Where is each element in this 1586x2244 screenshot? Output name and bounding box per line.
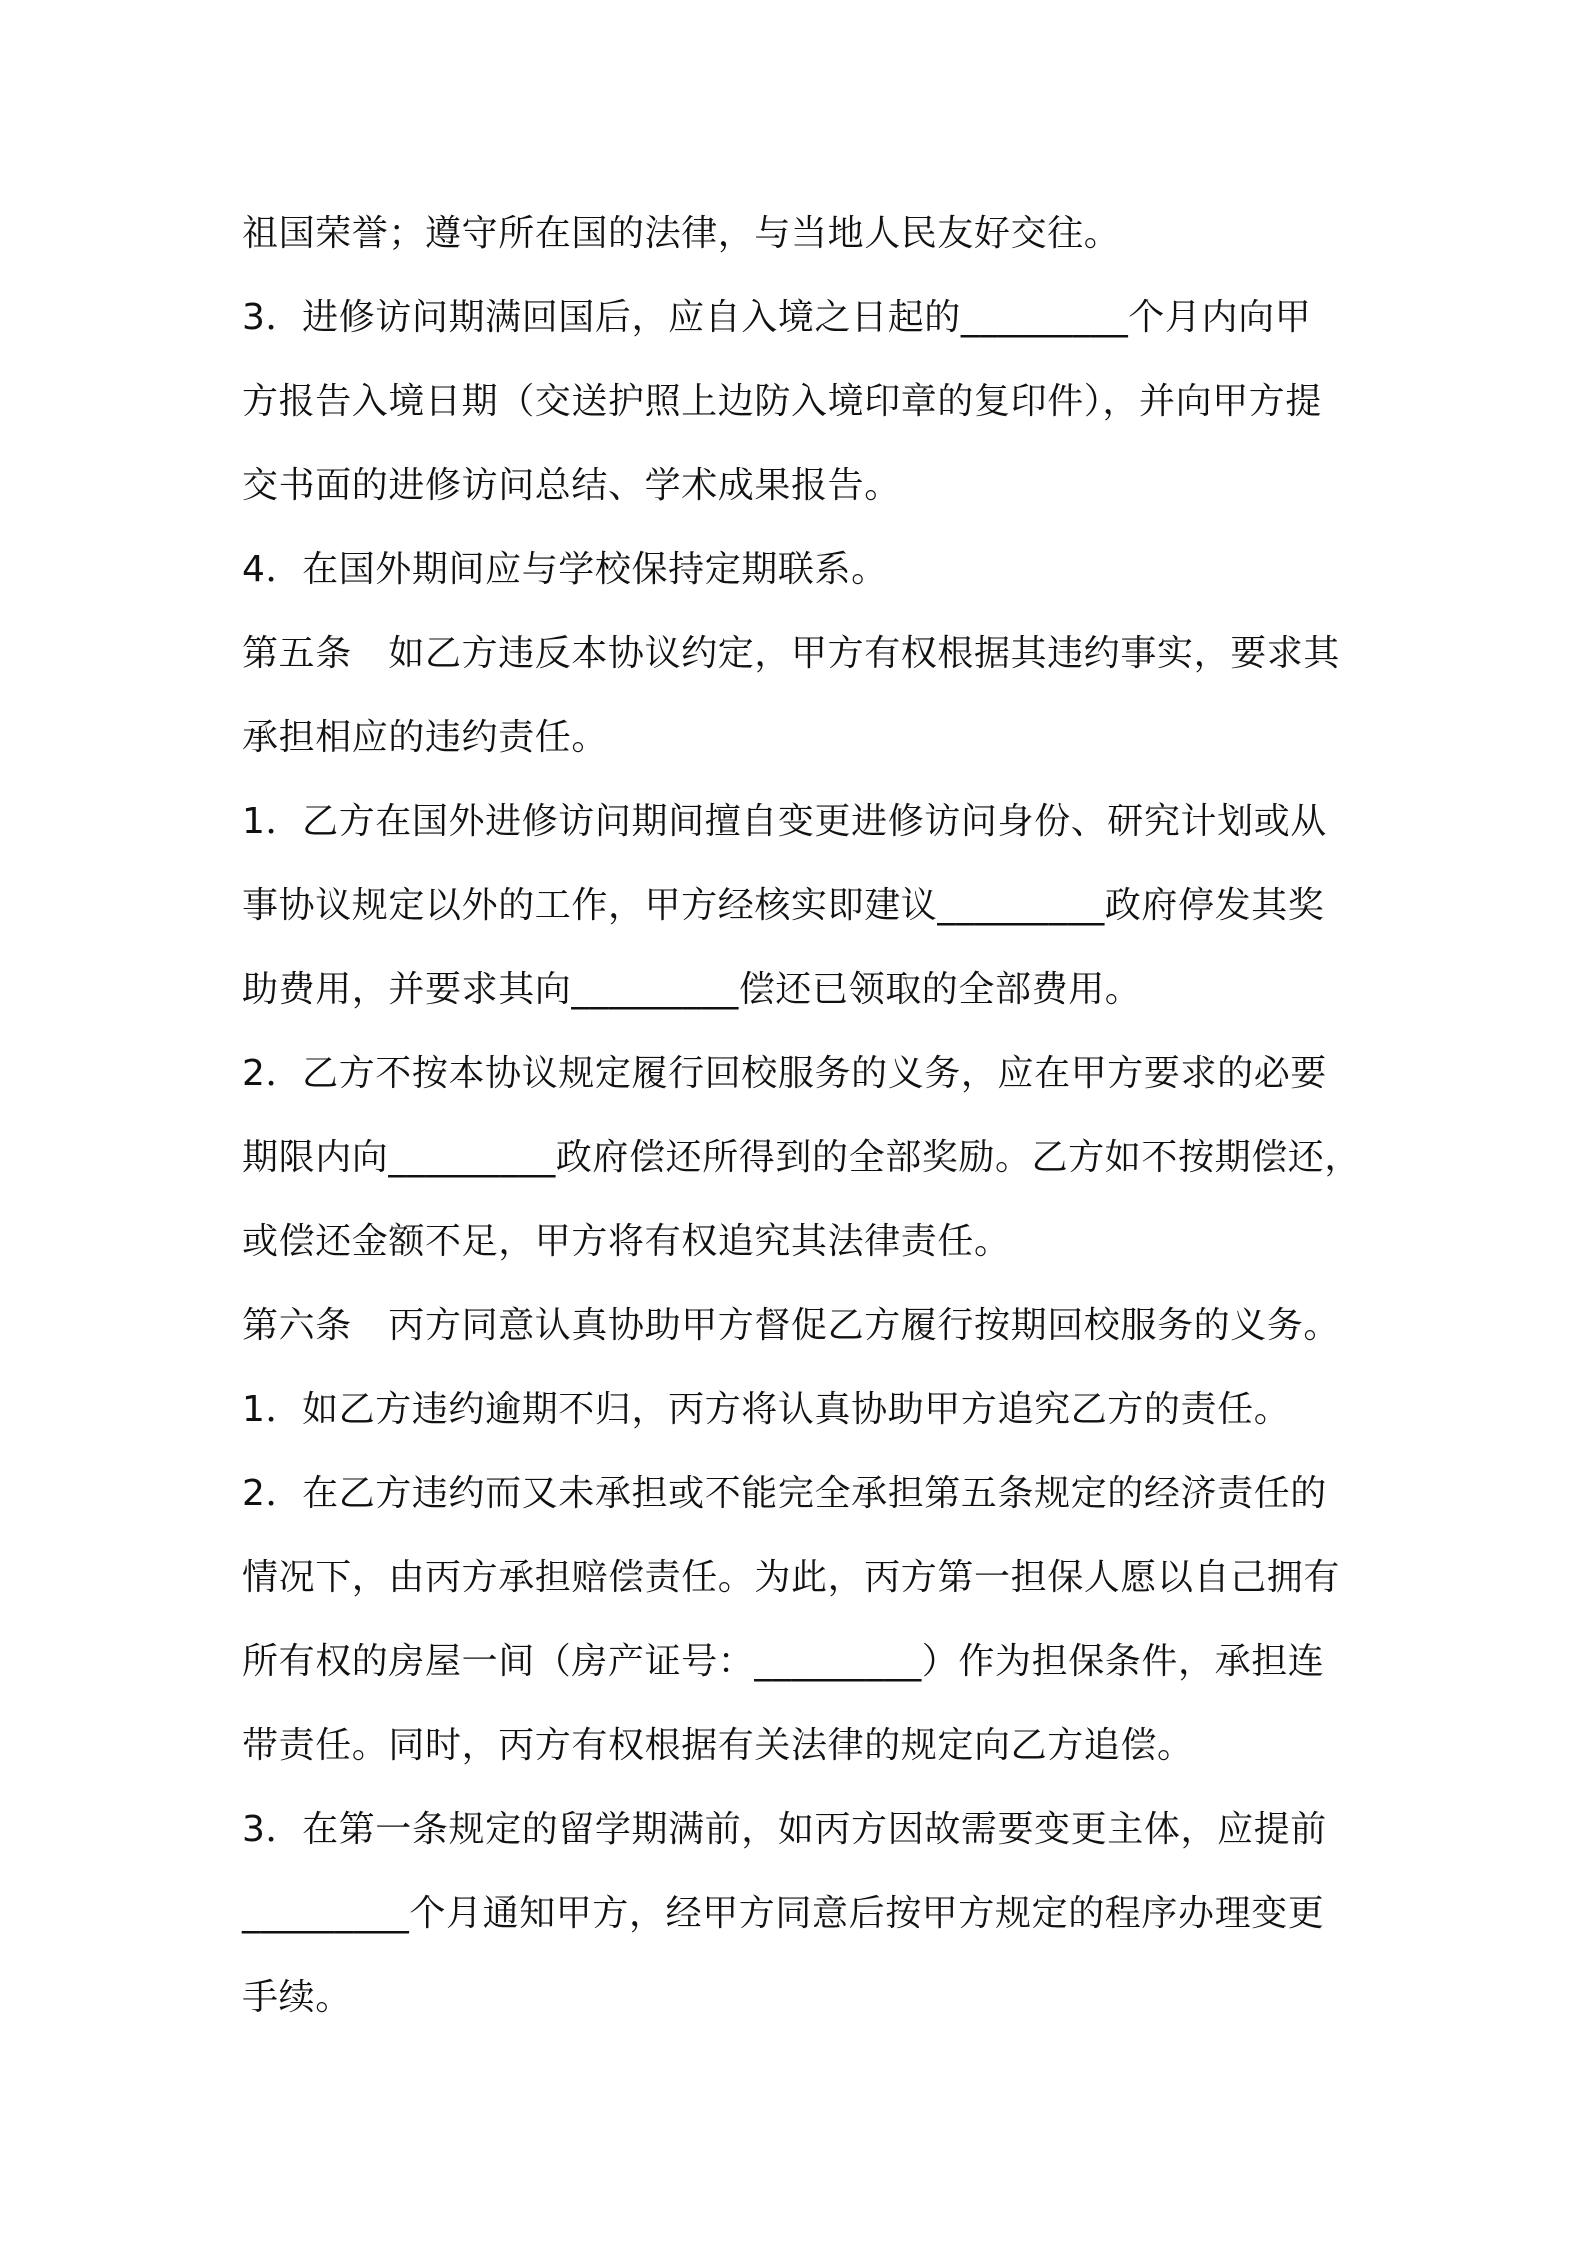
text-line: 2．乙方不按本协议规定履行回校服务的义务，应在甲方要求的必要: [242, 1053, 1327, 1094]
text-line: 祖国荣誉；遵守所在国的法律，与当地人民友好交往。: [242, 213, 1121, 254]
text-line: 1．如乙方违约逾期不归，丙方将认真协助甲方追究乙方的责任。: [242, 1389, 1291, 1430]
text-line: 助费用，并要求其向_________偿还已领取的全部费用。: [242, 969, 1142, 1010]
document-body: [242, 192, 1382, 2040]
text-line: 交书面的进修访问总结、学术成果报告。: [242, 465, 901, 506]
text-line: _________个月通知甲方，经甲方同意后按甲方规定的程序办理变更: [242, 1893, 1325, 1934]
text-line: 1．乙方在国外进修访问期间擅自变更进修访问身份、研究计划或从: [242, 801, 1327, 842]
text-line: 期限内向_________政府偿还所得到的全部奖励。乙方如不按期偿还，: [242, 1137, 1361, 1178]
text-line: 手续。: [242, 1977, 352, 2018]
text-line: 所有权的房屋一间（房产证号：_________）作为担保条件，承担连: [242, 1641, 1325, 1682]
text-line: 4．在国外期间应与学校保持定期联系。: [242, 549, 888, 590]
text-line: 情况下，由丙方承担赔偿责任。为此，丙方第一担保人愿以自己拥有: [242, 1557, 1341, 1598]
text-line: 3．进修访问期满回国后，应自入境之日起的_________个月内向甲: [242, 297, 1312, 338]
text-line: 或偿还金额不足，甲方将有权追究其法律责任。: [242, 1221, 1011, 1262]
text-line: 方报告入境日期（交送护照上边防入境印章的复印件），并向甲方提: [242, 381, 1323, 422]
text-line: 3．在第一条规定的留学期满前，如丙方因故需要变更主体，应提前: [242, 1809, 1327, 1850]
article-six-heading-line: 第六条 丙方同意认真协助甲方督促乙方履行按期回校服务的义务。: [242, 1305, 1341, 1346]
text-line: 承担相应的违约责任。: [242, 717, 609, 758]
text-line: 事协议规定以外的工作，甲方经核实即建议_________政府停发其奖: [242, 885, 1325, 926]
article-five-heading-line: 第五条 如乙方违反本协议约定，甲方有权根据其违约事实，要求其: [242, 633, 1341, 674]
text-line: 2．在乙方违约而又未承担或不能完全承担第五条规定的经济责任的: [242, 1473, 1327, 1514]
text-line: 带责任。同时，丙方有权根据有关法律的规定向乙方追偿。: [242, 1725, 1194, 1766]
